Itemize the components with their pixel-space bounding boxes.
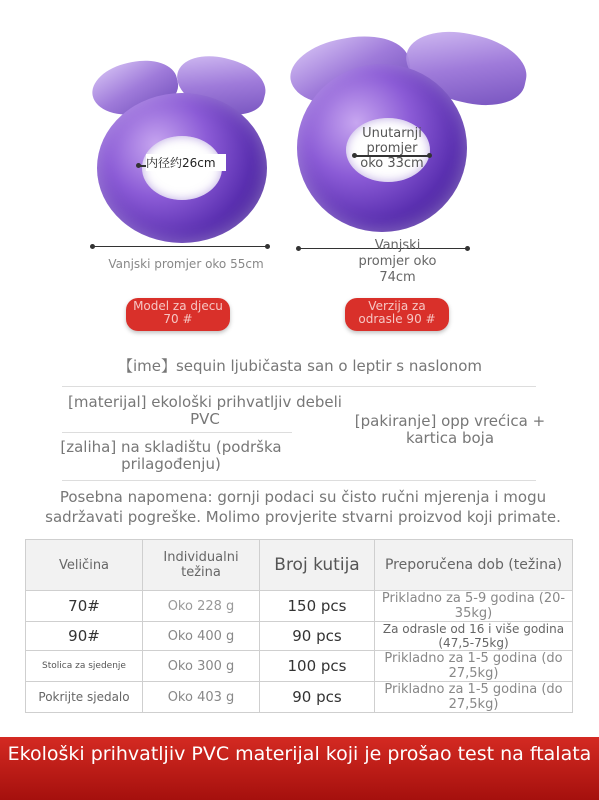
header-weight: Individualni težina — [143, 540, 260, 591]
material-info: [materijal] ekološki prihvatljiv debeli PVC — [68, 393, 342, 428]
outer-diameter-label: Vanjski promjer oko 74cm — [358, 238, 437, 285]
header-age: Preporučena dob (težina) — [375, 540, 573, 591]
outer-diameter-label: Vanjski promjer oko 55cm — [108, 257, 264, 271]
inner-diameter-label: 内径约26cm — [146, 154, 226, 171]
cell-size: Stolica za sjedenje — [26, 651, 143, 682]
cell-weight: Oko 228 g — [143, 591, 260, 622]
cell-size: 70# — [26, 591, 143, 622]
cell-count: 90 pcs — [260, 682, 375, 713]
bottom-banner — [0, 737, 599, 800]
divider — [62, 386, 536, 387]
cell-weight: Oko 403 g — [143, 682, 260, 713]
cell-age: Prikladno za 1-5 godina (do 27,5kg) — [375, 682, 573, 713]
measurement-note: Posebna napomena: gornji podaci su čisto ručni mjerenja i mogu sadržavati pogreške. Molimo provjerite stvarni proizvod koji primate. — [45, 488, 561, 526]
cell-weight: Oko 400 g — [143, 622, 260, 651]
cell-size: 90# — [26, 622, 143, 651]
cell-age: Za odrasle od 16 i više godina (47,5-75kg) — [375, 622, 573, 651]
banner-text: Ekološki prihvatljiv PVC materijal koji je prošao test na ftalata — [7, 743, 592, 765]
table-row — [26, 651, 573, 682]
product-name: 【ime】sequin ljubičasta san o leptir s naslonom — [117, 357, 482, 375]
adult-model-badge: Verzija za odrasle 90 # — [345, 298, 449, 331]
header-size: Veličina — [26, 540, 143, 591]
table-row — [26, 682, 573, 713]
cell-count: 100 pcs — [260, 651, 375, 682]
cell-count: 90 pcs — [260, 622, 375, 651]
cell-size: Pokrijte sjedalo — [26, 682, 143, 713]
inner-diameter-label: Unutarnji promjer oko 33cm — [360, 126, 424, 171]
kids-model-badge: Model za djecu 70 # — [126, 298, 230, 331]
stock-info: [zaliha] na skladištu (podrška prilagođenju) — [60, 438, 282, 473]
outer-measure-line — [92, 246, 268, 247]
cell-age: Prikladno za 1-5 godina (do 27,5kg) — [375, 651, 573, 682]
divider — [62, 432, 292, 433]
cell-weight: Oko 300 g — [143, 651, 260, 682]
cell-age: Prikladno za 5-9 godina (20-35kg) — [375, 591, 573, 622]
size-table — [25, 539, 573, 713]
table-row — [26, 591, 573, 622]
table-row — [26, 622, 573, 651]
packaging-info: [pakiranje] opp vrećica + kartica boja — [354, 412, 546, 447]
table-header-row — [26, 540, 573, 591]
divider — [62, 480, 536, 481]
header-box-count: Broj kutija — [260, 540, 375, 591]
cell-count: 150 pcs — [260, 591, 375, 622]
